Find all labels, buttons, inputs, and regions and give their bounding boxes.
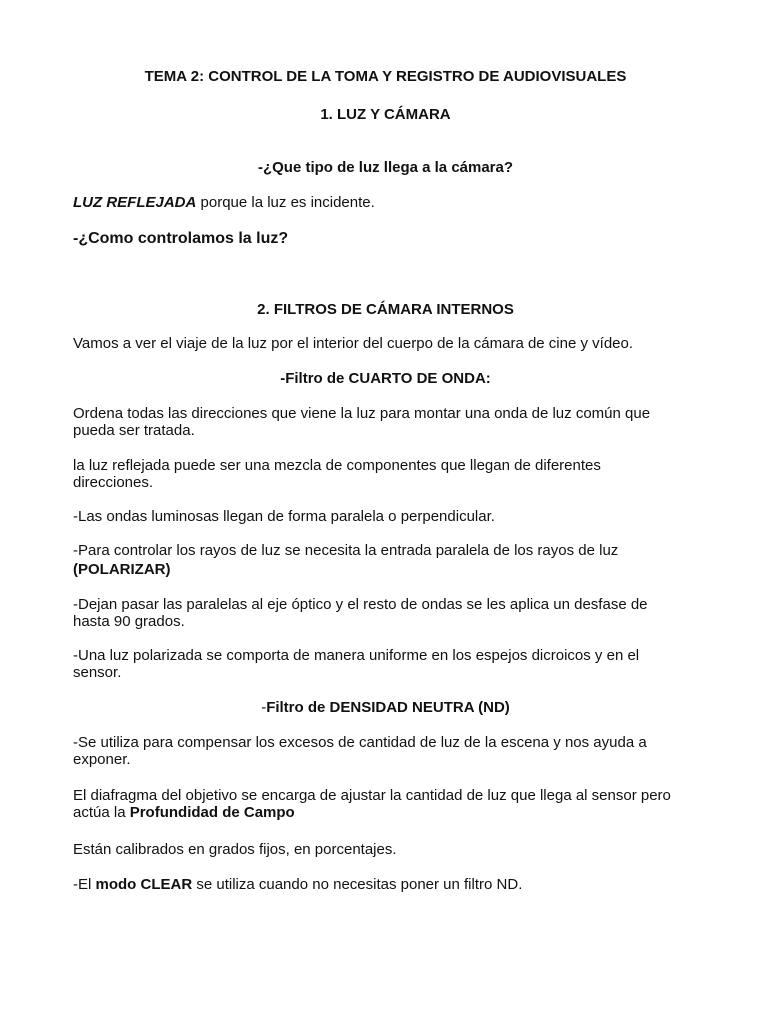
section-heading-luz-camara: 1. LUZ Y CÁMARA xyxy=(320,106,451,123)
subheading-bold-text: Filtro de DENSIDAD NEUTRA (ND) xyxy=(266,699,510,716)
paragraph-calibrados: Están calibrados en grados fijos, en porcentajes. xyxy=(73,841,397,858)
paragraph-mezcla-line1: la luz reflejada puede ser una mezcla de componentes que llegan de diferentes xyxy=(73,457,601,474)
paragraph-controlar-line1: -Para controlar los rayos de luz se necesita la entrada paralela de los rayos de luz xyxy=(73,542,619,559)
diafragma-bold-term: Profundidad de Campo xyxy=(129,804,295,821)
paragraph-diafragma-line2 xyxy=(73,804,713,821)
paragraph-mezcla-line2: direcciones. xyxy=(73,474,154,491)
paragraph-controlar-line2: (POLARIZAR) xyxy=(73,561,171,578)
paragraph-compensar-line2: exponer. xyxy=(73,751,131,768)
answer-bold-term: LUZ REFLEJADA xyxy=(73,194,197,211)
modo-clear-text: se utiliza cuando no necesitas poner un filtro ND. xyxy=(192,876,523,893)
paragraph-diafragma-line1: El diafragma del objetivo se encarga de ajustar la cantidad de luz que llega al sensor pero xyxy=(73,787,671,804)
section-heading-filtros: 2. FILTROS DE CÁMARA INTERNOS xyxy=(257,301,514,318)
paragraph-ordena-line2: pueda ser tratada. xyxy=(73,422,195,439)
question-tipo-luz: -¿Que tipo de luz llega a la cámara? xyxy=(257,159,514,176)
paragraph-ondas: -Las ondas luminosas llegan de forma paralela o perpendicular. xyxy=(73,508,495,525)
answer-luz-reflejada xyxy=(73,194,713,211)
paragraph-paralelas-line1: -Dejan pasar las paralelas al eje óptico y el resto de ondas se les aplica un desfase de xyxy=(73,596,648,613)
modo-clear-prefix: -El xyxy=(73,876,96,893)
paragraph-paralelas-line2: hasta 90 grados. xyxy=(73,613,185,630)
paragraph-polarizada-line1: -Una luz polarizada se comporta de manera uniforme en los espejos dicroicos y en el xyxy=(73,647,640,664)
subheading-dash: - xyxy=(261,699,267,716)
question-control-luz: -¿Como controlamos la luz? xyxy=(73,230,289,247)
subheading-cuarto-onda: -Filtro de CUARTO DE ONDA: xyxy=(280,370,491,387)
paragraph-intro: Vamos a ver el viaje de la luz por el interior del cuerpo de la cámara de cine y vídeo. xyxy=(73,335,634,352)
paragraph-ordena-line1: Ordena todas las direcciones que viene la luz para montar una onda de luz común que xyxy=(73,405,651,422)
document-title: TEMA 2: CONTROL DE LA TOMA Y REGISTRO DE AUDIOVISUALES xyxy=(144,68,627,85)
diafragma-prefix: actúa la xyxy=(73,804,130,821)
paragraph-polarizada-line2: sensor. xyxy=(73,664,122,681)
modo-clear-bold-term: modo CLEAR xyxy=(95,876,193,893)
answer-text: porque la luz es incidente. xyxy=(196,194,375,211)
paragraph-compensar-line1: -Se utiliza para compensar los excesos de cantidad de luz de la escena y nos ayuda a xyxy=(73,734,647,751)
paragraph-modo-clear xyxy=(73,876,713,893)
subheading-densidad-neutra xyxy=(73,699,698,716)
